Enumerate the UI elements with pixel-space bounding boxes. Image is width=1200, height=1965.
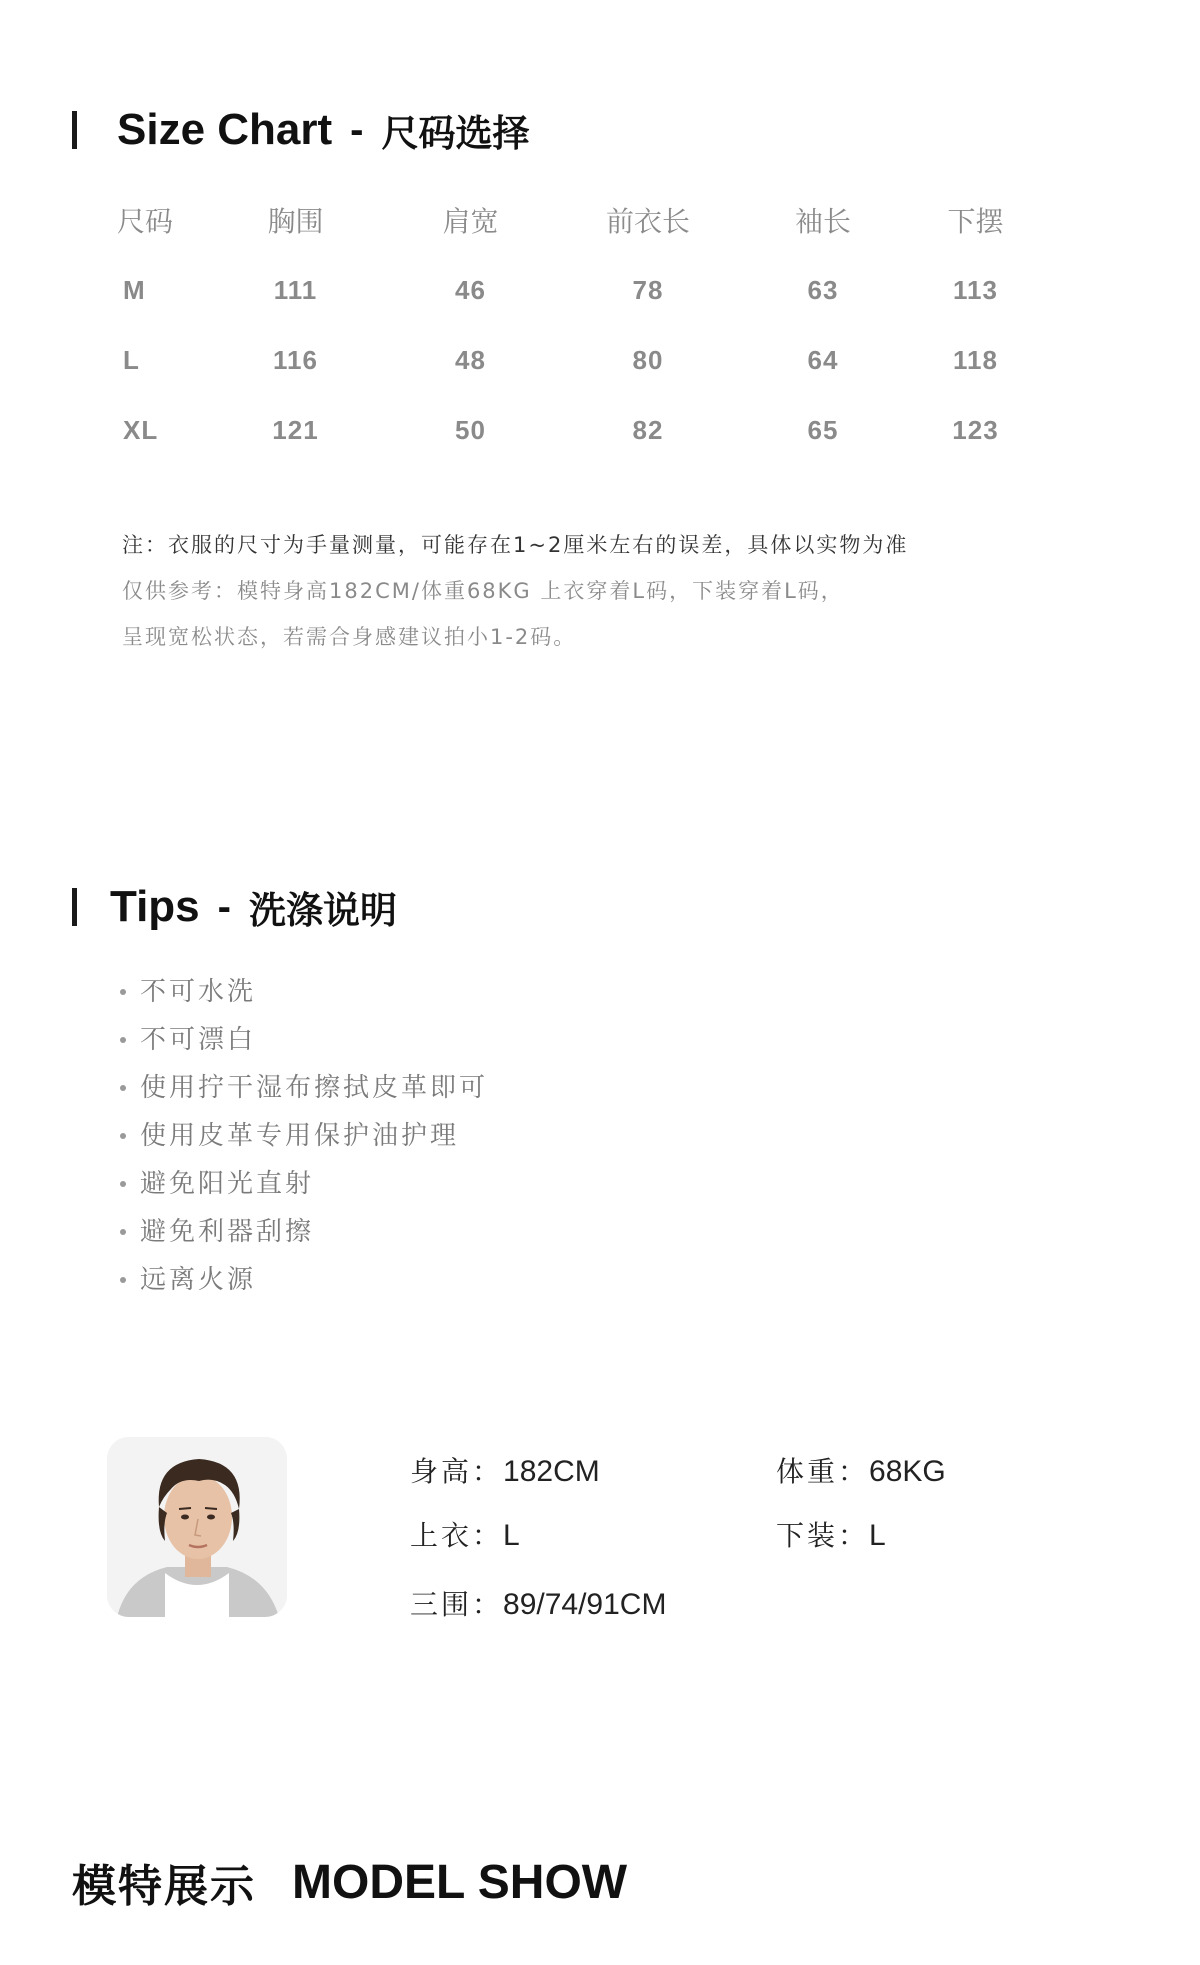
measurements-label: 三围： bbox=[410, 1588, 504, 1621]
cell-hem: 113 bbox=[953, 274, 998, 305]
top-label: 上衣： bbox=[410, 1519, 504, 1552]
tip-text: 避免利器刮擦 bbox=[140, 1217, 315, 1247]
tip-text: 远离火源 bbox=[140, 1265, 257, 1295]
cell-sleeve: 63 bbox=[807, 274, 839, 305]
bullet-icon bbox=[120, 1277, 126, 1283]
header-chest: 胸围 bbox=[267, 205, 324, 238]
model-height bbox=[410, 1450, 600, 1490]
model-show-title-en: MODEL SHOW bbox=[292, 1855, 628, 1909]
tips-heading bbox=[72, 880, 397, 934]
list-item bbox=[120, 1160, 488, 1208]
cell-chest: 111 bbox=[273, 274, 318, 305]
model-show-title-cn: 模特展示 bbox=[72, 1861, 256, 1912]
model-top-size bbox=[410, 1514, 520, 1554]
list-item bbox=[120, 1208, 488, 1256]
size-table-header-row bbox=[105, 185, 1043, 255]
cell-chest: 116 bbox=[273, 344, 318, 375]
measurement-note: 注：衣服的尺寸为手量测量，可能存在1~2厘米左右的误差，具体以实物为准 bbox=[122, 533, 909, 557]
heading-bar-mark bbox=[72, 111, 77, 149]
cell-chest: 121 bbox=[272, 414, 319, 445]
cell-shoulder: 50 bbox=[455, 414, 486, 445]
list-item bbox=[120, 1064, 488, 1112]
cell-hem: 118 bbox=[953, 344, 998, 375]
table-row bbox=[105, 325, 1043, 395]
heading-separator: - bbox=[350, 107, 364, 152]
list-item bbox=[120, 1016, 488, 1064]
heading-separator: - bbox=[217, 884, 231, 929]
cell-shoulder: 48 bbox=[455, 344, 486, 375]
cell-shoulder: 46 bbox=[455, 274, 486, 305]
table-row bbox=[105, 395, 1043, 465]
tip-text: 避免阳光直射 bbox=[140, 1169, 315, 1199]
list-item bbox=[120, 1256, 488, 1304]
measurements-value: 89/74/91CM bbox=[503, 1588, 667, 1621]
tip-text: 使用皮革专用保护油护理 bbox=[140, 1121, 460, 1151]
bullet-icon bbox=[120, 1181, 126, 1187]
heading-bar-mark bbox=[72, 888, 77, 926]
model-show-heading bbox=[72, 1850, 627, 1914]
header-size: 尺码 bbox=[117, 205, 174, 238]
cell-sleeve: 65 bbox=[807, 414, 839, 445]
bullet-icon bbox=[120, 989, 126, 995]
header-shoulder: 肩宽 bbox=[442, 205, 499, 238]
cell-hem: 123 bbox=[952, 414, 999, 445]
tip-text: 不可漂白 bbox=[140, 1025, 257, 1055]
bottom-label: 下装： bbox=[776, 1519, 870, 1552]
care-tips-list bbox=[120, 968, 488, 1304]
tip-text: 使用拧干湿布擦拭皮革即可 bbox=[140, 1073, 489, 1103]
model-weight bbox=[776, 1450, 946, 1490]
list-item bbox=[120, 968, 488, 1016]
bullet-icon bbox=[120, 1037, 126, 1043]
cell-front-length: 82 bbox=[632, 414, 664, 445]
reference-note: 仅供参考：模特身高182CM/体重68KG 上衣穿着L码，下装穿着L码， bbox=[122, 579, 844, 603]
header-front-length: 前衣长 bbox=[605, 205, 690, 238]
header-hem: 下摆 bbox=[947, 205, 1004, 238]
tips-title-en: Tips bbox=[110, 882, 200, 931]
header-sleeve: 袖长 bbox=[794, 205, 851, 238]
table-row bbox=[105, 255, 1043, 325]
size-chart-heading bbox=[72, 103, 530, 157]
size-table bbox=[105, 185, 1043, 465]
size-notes bbox=[122, 522, 908, 660]
cell-front-length: 80 bbox=[632, 344, 664, 375]
model-avatar bbox=[107, 1437, 287, 1617]
tip-text: 不可水洗 bbox=[140, 977, 257, 1007]
model-measurements bbox=[410, 1583, 666, 1623]
bullet-icon bbox=[120, 1085, 126, 1091]
bullet-icon bbox=[120, 1133, 126, 1139]
bullet-icon bbox=[120, 1229, 126, 1235]
bottom-value: L bbox=[869, 1519, 886, 1552]
cell-size: M bbox=[123, 274, 146, 305]
fit-note: 呈现宽松状态，若需合身感建议拍小1-2码。 bbox=[122, 625, 577, 649]
height-value: 182CM bbox=[503, 1455, 600, 1488]
weight-label: 体重： bbox=[776, 1455, 870, 1488]
model-portrait-image bbox=[107, 1437, 287, 1617]
cell-size: XL bbox=[123, 414, 159, 445]
top-value: L bbox=[503, 1519, 520, 1552]
cell-front-length: 78 bbox=[632, 274, 664, 305]
cell-sleeve: 64 bbox=[807, 344, 839, 375]
weight-value: 68KG bbox=[869, 1455, 946, 1488]
tips-title-cn: 洗涤说明 bbox=[248, 889, 397, 932]
list-item bbox=[120, 1112, 488, 1160]
model-bottom-size bbox=[776, 1514, 886, 1554]
cell-size: L bbox=[123, 344, 140, 375]
size-chart-title-cn: 尺码选择 bbox=[381, 112, 530, 155]
size-chart-title-en: Size Chart bbox=[117, 105, 333, 154]
height-label: 身高： bbox=[410, 1455, 504, 1488]
